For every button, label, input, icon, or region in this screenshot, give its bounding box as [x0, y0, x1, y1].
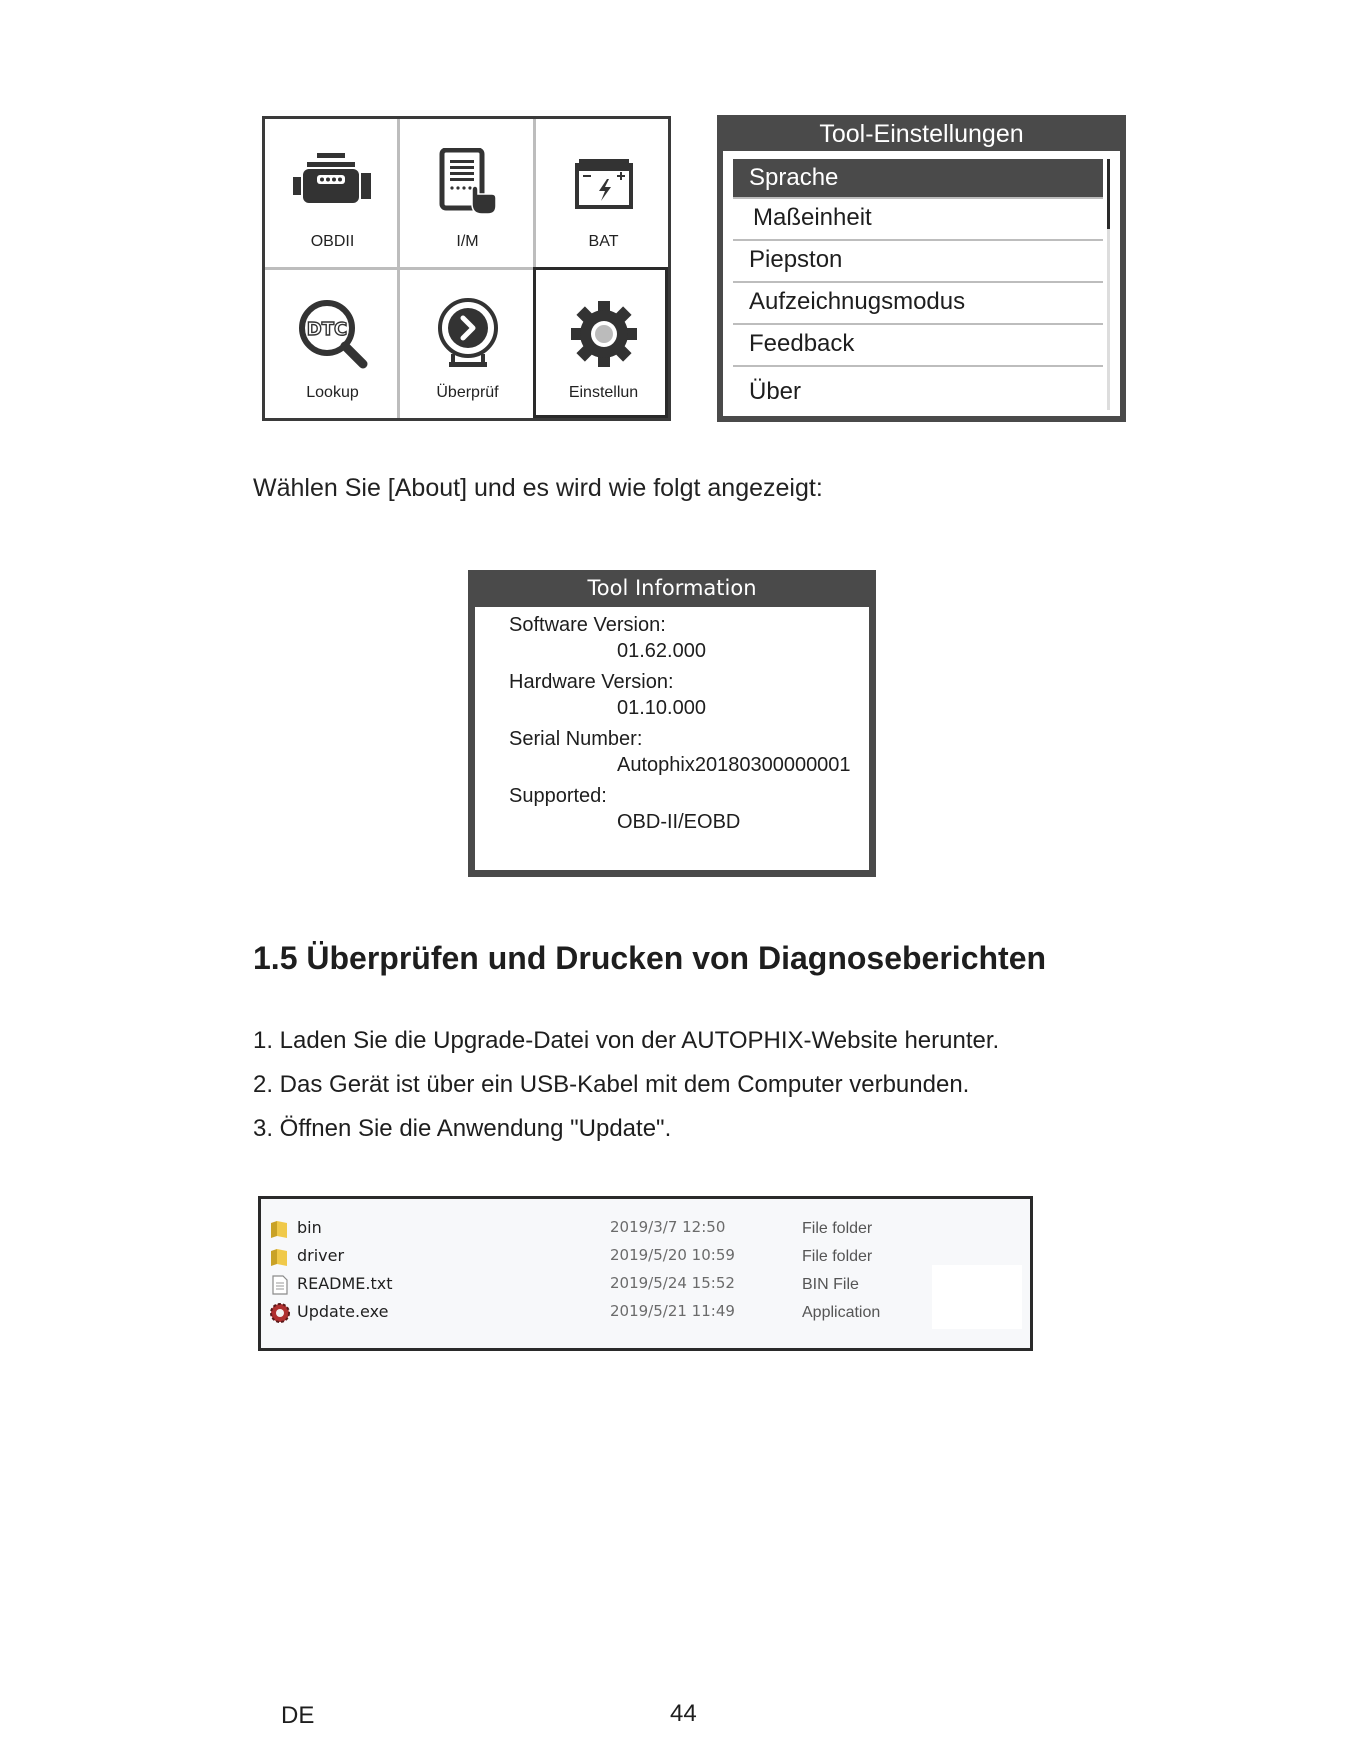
menu-item-im[interactable]: [400, 119, 535, 269]
menu-item-bat[interactable]: [536, 119, 671, 269]
supported-label: Supported:: [509, 785, 607, 807]
review-icon: [400, 294, 535, 374]
file-type: File folder: [802, 1248, 873, 1265]
list-item: 3. Öffnen Sie die Anwendung "Update".: [253, 1115, 672, 1142]
file-date: 2019/3/7 12:50: [610, 1218, 726, 1236]
supported-value: OBD-II/EOBD: [617, 811, 741, 833]
file-date: 2019/5/20 10:59: [610, 1246, 735, 1264]
file-type: BIN File: [802, 1276, 859, 1293]
file-name: README.txt: [297, 1274, 393, 1293]
app-gear-icon: [269, 1302, 291, 1324]
text-file-icon: [269, 1274, 291, 1296]
file-row[interactable]: [267, 1244, 1024, 1270]
menu-item-review[interactable]: [400, 270, 535, 420]
menu-item-label: Überprüf: [436, 384, 499, 401]
panel-title: Tool-Einstellungen: [819, 120, 1024, 148]
folder-icon: [269, 1218, 291, 1240]
list-item: 2. Das Gerät ist über ein USB-Kabel mit dem Computer verbunden.: [253, 1071, 970, 1098]
section-heading: 1.5 Überprüfen und Drucken von Diagnoseberichten: [253, 940, 1047, 976]
selected-cell-frame: [533, 267, 668, 418]
menu-item-label: OBDII: [310, 233, 355, 250]
list-divider: [733, 365, 1103, 367]
menu-item-label: Einstellun: [568, 384, 639, 401]
menu-item-label: Lookup: [306, 384, 359, 401]
menu-item-lookup[interactable]: [265, 270, 400, 420]
tool-information-panel: [468, 570, 876, 877]
scrollbar[interactable]: [1107, 159, 1110, 410]
software-version-label: Software Version:: [509, 614, 666, 636]
serial-number-value: Autophix20180300000001: [617, 754, 851, 776]
file-date: 2019/5/21 11:49: [610, 1302, 735, 1320]
menu-item-label: BAT: [588, 233, 619, 250]
folder-icon: [269, 1246, 291, 1268]
file-name: driver: [297, 1246, 345, 1265]
main-menu-grid: [262, 116, 671, 421]
page-number: 44: [670, 1700, 697, 1727]
file-explorer-list: [258, 1196, 1033, 1351]
blank-area: [932, 1265, 1022, 1329]
file-date: 2019/5/24 15:52: [610, 1274, 735, 1292]
tool-settings-panel: [717, 115, 1126, 422]
file-row[interactable]: [267, 1272, 1024, 1298]
battery-icon: [536, 143, 671, 223]
instruction-text: Wählen Sie [About] und es wird wie folgt angezeigt:: [253, 474, 823, 502]
settings-item-feedback[interactable]: Feedback: [749, 330, 855, 357]
panel-title: Tool Information: [587, 576, 757, 600]
file-type: Application: [802, 1304, 881, 1321]
file-row[interactable]: [267, 1216, 1024, 1242]
file-name: bin: [297, 1218, 322, 1237]
menu-item-label: I/M: [456, 233, 479, 250]
serial-number-label: Serial Number:: [509, 728, 643, 750]
settings-item-language[interactable]: Sprache: [733, 159, 1103, 197]
file-row[interactable]: [267, 1300, 1024, 1326]
scrollbar-thumb[interactable]: [1107, 159, 1110, 229]
tablet-touch-icon: [400, 143, 535, 223]
hardware-version-value: 01.10.000: [617, 697, 706, 719]
engine-icon: [265, 143, 400, 223]
hardware-version-label: Hardware Version:: [509, 671, 674, 693]
file-name: Update.exe: [297, 1302, 389, 1321]
settings-item-record-mode[interactable]: Aufzeichnugsmodus: [749, 288, 966, 315]
software-version-value: 01.62.000: [617, 640, 706, 662]
settings-item-about[interactable]: Über: [749, 378, 802, 405]
footer-language: DE: [281, 1702, 315, 1729]
list-item: 1. Laden Sie die Upgrade-Datei von der AUTOPHIX-Website herunter.: [253, 1027, 1000, 1054]
settings-list: [723, 151, 1120, 416]
file-type: File folder: [802, 1220, 873, 1237]
settings-item-unit[interactable]: Maßeinheit: [753, 204, 872, 231]
settings-item-beep[interactable]: Piepston: [749, 246, 843, 273]
svg-text:DTC: DTC: [306, 319, 347, 340]
dtc-magnifier-icon: [265, 294, 400, 374]
menu-item-obdii[interactable]: [265, 119, 400, 269]
tool-information-body: [475, 607, 869, 870]
steps-list: [253, 1026, 999, 1158]
